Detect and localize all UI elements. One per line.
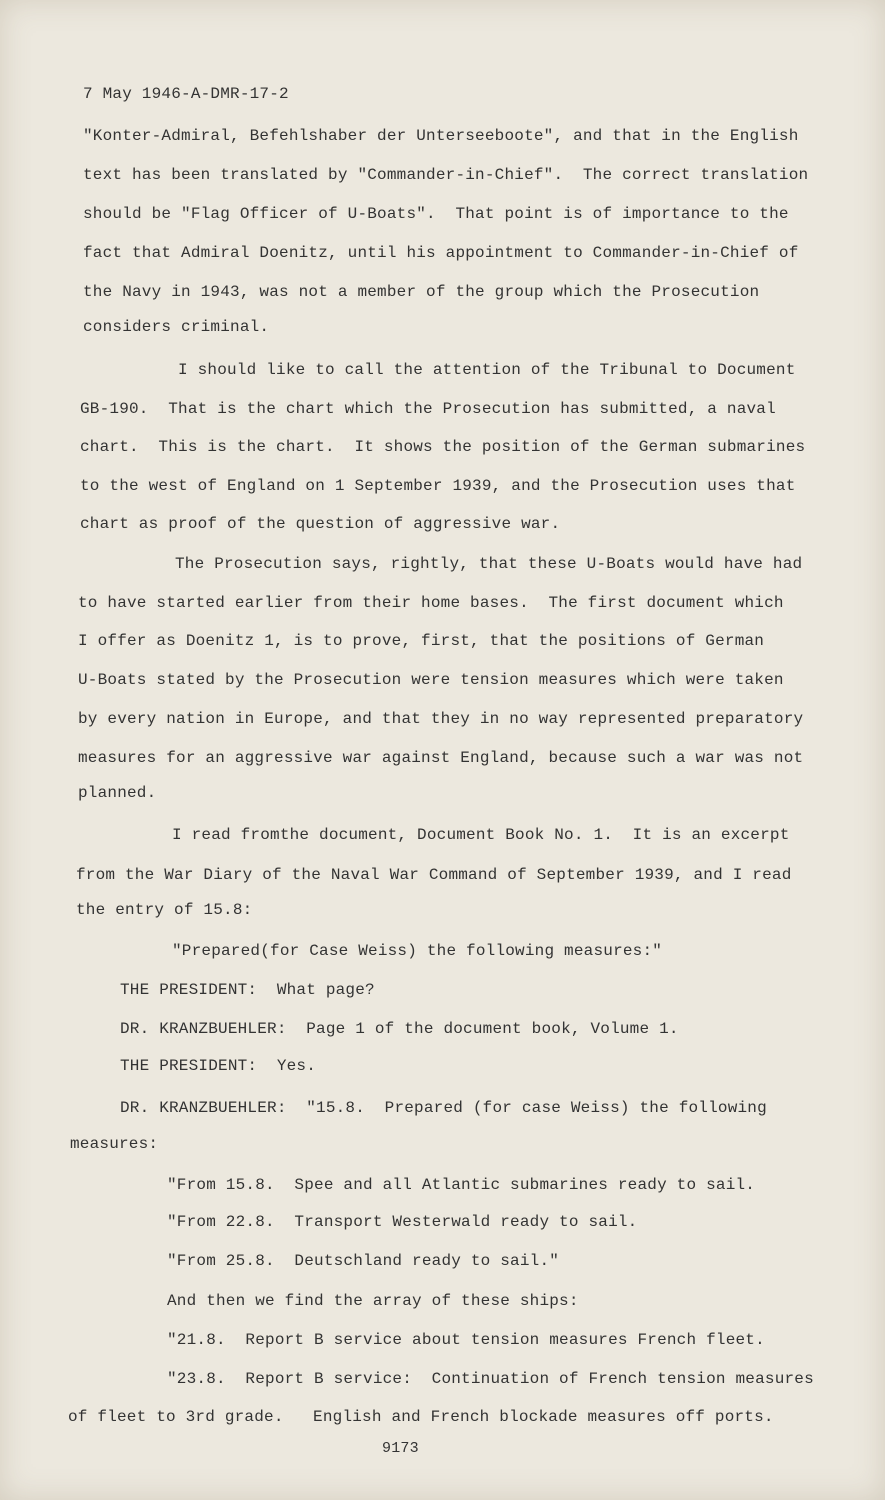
text-line: chart as proof of the question of aggressive war. xyxy=(80,515,561,533)
text-line: "From 25.8. Deutschland ready to sail." xyxy=(167,1252,560,1270)
text-line: "Konter-Admiral, Befehlshaber der Unterseeboote", and that in the English xyxy=(83,127,799,145)
text-line: "From 15.8. Spee and all Atlantic submarines ready to sail. xyxy=(167,1176,756,1194)
text-line: the Navy in 1943, was not a member of the group which the Prosecution xyxy=(83,283,760,301)
text-line: measures: xyxy=(70,1135,159,1153)
text-line: And then we find the array of these ships: xyxy=(167,1292,579,1310)
text-line: to the west of England on 1 September 1939, and the Prosecution uses that xyxy=(80,477,796,495)
text-line: "Prepared(for Case Weiss) the following measures:" xyxy=(172,942,663,960)
text-line: U-Boats stated by the Prosecution were tension measures which were taken xyxy=(78,671,784,689)
text-line: planned. xyxy=(78,784,157,802)
text-line: chart. This is the chart. It shows the position of the German submarines xyxy=(80,438,806,456)
text-line: text has been translated by "Commander-in-Chief". The correct translation xyxy=(83,166,809,184)
page-number: 9173 xyxy=(382,1440,419,1457)
text-line: the entry of 15.8: xyxy=(76,901,253,919)
text-line: I read fromthe document, Document Book No. 1. It is an excerpt xyxy=(172,826,790,844)
text-line: "23.8. Report B service: Continuation of French tension measures xyxy=(167,1370,814,1388)
text-line: fact that Admiral Doenitz, until his appointment to Commander-in-Chief of xyxy=(83,244,799,262)
text-line: measures for an aggressive war against England, because such a war was not xyxy=(78,749,804,767)
text-line: to have started earlier from their home bases. The first document which xyxy=(78,594,784,612)
text-line: "21.8. Report B service about tension measures French fleet. xyxy=(167,1331,765,1349)
text-line: DR. KRANZBUEHLER: "15.8. Prepared (for case Weiss) the following xyxy=(120,1099,767,1117)
text-line: I should like to call the attention of the Tribunal to Document xyxy=(178,361,796,379)
text-line: THE PRESIDENT: Yes. xyxy=(120,1057,317,1075)
text-line: considers criminal. xyxy=(83,318,270,336)
text-line: by every nation in Europe, and that they in no way represented preparatory xyxy=(78,710,804,728)
text-line: I offer as Doenitz 1, is to prove, first, that the positions of German xyxy=(78,632,765,650)
text-line: of fleet to 3rd grade. English and French blockade measures off ports. xyxy=(68,1408,774,1426)
text-line: GB-190. That is the chart which the Prosecution has submitted, a naval xyxy=(80,400,776,418)
text-line: DR. KRANZBUEHLER: Page 1 of the document book, Volume 1. xyxy=(120,1020,679,1038)
text-line: from the War Diary of the Naval War Command of September 1939, and I read xyxy=(76,866,792,884)
page-header: 7 May 1946-A-DMR-17-2 xyxy=(83,85,289,103)
text-line: The Prosecution says, rightly, that these U-Boats would have had xyxy=(175,555,803,573)
text-line: "From 22.8. Transport Westerwald ready to sail. xyxy=(167,1213,638,1231)
text-line: THE PRESIDENT: What page? xyxy=(120,981,375,999)
text-line: should be "Flag Officer of U-Boats". That point is of importance to the xyxy=(83,205,789,223)
